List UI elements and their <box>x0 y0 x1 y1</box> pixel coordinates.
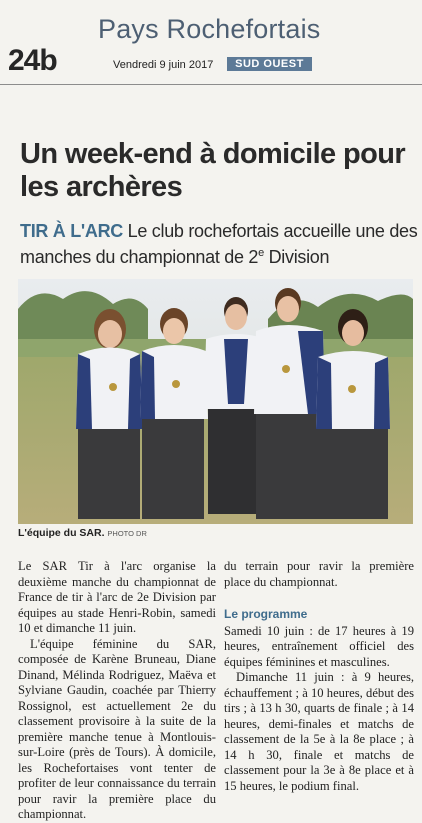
programme-heading: Le programme <box>224 607 308 621</box>
article-standfirst <box>20 220 420 268</box>
issue-date: Vendredi 9 juin 2017 <box>113 59 214 71</box>
team-photo <box>18 279 413 524</box>
rubric-label: TIR À L'ARC <box>20 221 123 241</box>
programme-sunday: Dimanche 11 juin : à 9 heures, échauffement ; à 10 heures, début des tirs ; à 13 h 30, quarts de finale ; à 14 heures, demi-finales et matchs de classement de la 5e à la 8e place ; à 14 h 30, finale et matchs de classement pour la 3e à 8e place et à 15 heures, le podium final. <box>224 670 414 793</box>
page-number: 24b <box>8 44 57 77</box>
standfirst-text: Le club rochefortais accueille une des manches du championnat de 2 <box>20 221 418 267</box>
section-title: Pays Rochefortais <box>98 14 321 44</box>
paragraph-intro: Le SAR Tir à l'arc organise la deuxième manche du championnat de France de tir à l'arc de 2e Division par équipes au stade Henri-Robin, samedi 10 et dimanche 11 juin. <box>18 559 216 635</box>
paragraph-team-continued: du terrain pour ravir la première place du championnat. <box>224 559 414 589</box>
photo-caption <box>18 527 147 539</box>
article-column-2 <box>224 559 414 794</box>
paragraph-team: L'équipe féminine du SAR, composée de Karène Bruneau, Diane Dinand, Mélinda Rodriguez, Maëva et Sylviane Gaudin, coachée par Thierry Rossignol, est actuellement 2e du classement provisoire à la suite de la première manche tenue à Montlouis-sur-Loire (près de Tours). À domicile, les Rochefortaises vont tenter de profiter de leur connaissance du terrain pour ravir la première place du championnat. <box>18 636 216 821</box>
caption-text: L'équipe du SAR. <box>18 527 105 539</box>
header-divider <box>0 84 422 85</box>
article-headline: Un week-end à domicile pour les archères <box>20 138 406 203</box>
programme-saturday: Samedi 10 juin : de 17 heures à 19 heures, entraînement officiel des équipes féminines et masculines. <box>224 623 414 669</box>
photo-credit: PHOTO DR <box>107 529 147 538</box>
standfirst-text-end: Division <box>263 247 330 267</box>
standfirst-superscript: e <box>258 247 264 259</box>
newspaper-logo: SUD OUEST <box>227 57 312 71</box>
article-column-1 <box>18 559 216 821</box>
